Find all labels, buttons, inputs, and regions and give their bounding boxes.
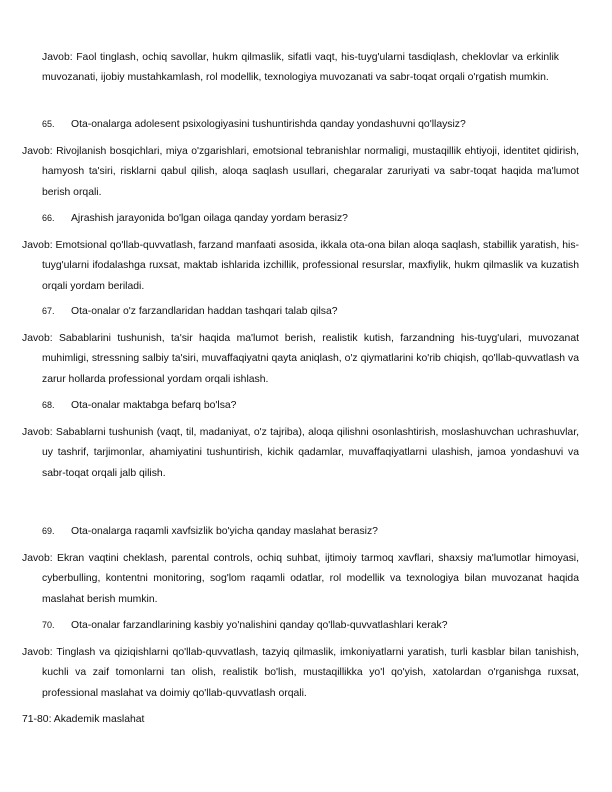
question-number: 68.: [42, 400, 55, 410]
question-number: 67.: [42, 306, 55, 316]
answer-65: Javob: Rivojlanish bosqichlari, miya o'zgarishlari, emotsional tebranishlar normaligi, mustaqillik ehtiyoji, identitet qidirish, hamyosh ta'siri, risklarni qabul qilish, aloqa saqlash usullari, chegaralar zaruriyati va sabr-toqat haqida ma'lumot berish orqali.: [22, 146, 579, 198]
question-67: [42, 304, 559, 319]
question-number: 66.: [42, 213, 55, 223]
question-text: Ota-onalar o'z farzandlaridan haddan tashqari talab qilsa?: [71, 306, 338, 317]
question-text: Ota-onalarga raqamli xavfsizlik bo'yicha qanday maslahat berasiz?: [71, 526, 378, 537]
question-70: [42, 618, 559, 633]
question-text: Ota-onalar maktabga befarq bo'lsa?: [71, 400, 237, 411]
answer-70: Javob: Tinglash va qiziqishlarni qo'llab-quvvatlash, tazyiq qilmaslik, imkoniyatlarni yaratish, turli kasblar bilan tanishish, kuchli va zaif tomonlarni tan olish, realistik bo'lish, mustaqillikka yo'l qo'yish, xatolardan o'rganishga ruxsat, professional maslahat va doimiy qo'llab-quvvatlash orqali.: [22, 647, 579, 699]
intro-answer: Javob: Faol tinglash, ochiq savollar, hukm qilmaslik, sifatli vaqt, his-tuyg'ularni tasdiqlash, cheklovlar va erkinlik muvozanati, ijobiy mustahkamlash, rol modellik, texnologiya muvozanati va sabr-toqat orqali o'rgatish mumkin.: [42, 52, 559, 84]
question-number: 65.: [42, 119, 55, 129]
answer-69: Javob: Ekran vaqtini cheklash, parental controls, ochiq suhbat, ijtimoiy tarmoq xavflari, shaxsiy ma'lumotlar himoyasi, cyberbulling, kontentni monitoring, sog'lom raqamli odatlar, rol modellik va texnologiya bilan muvozanat haqida maslahat berish mumkin.: [22, 553, 579, 605]
question-65: [42, 117, 559, 132]
answer-67: Javob: Sabablarini tushunish, ta'sir haqida ma'lumot berish, realistik kutish, farzandning his-tuyg'ulari, muvozanat muhimligi, stressning salbiy ta'siri, muvaffaqiyatni qayta aniqlash, o'z qiymatlarini ko'rib chiqish, qo'llab-quvvatlash va zarur hollarda professional yordam orqali ishlash.: [22, 333, 579, 385]
question-69: [42, 524, 559, 539]
question-text: Ota-onalarga adolesent psixologiyasini tushuntirishda qanday yondashuvni qo'llaysiz?: [71, 119, 466, 130]
answer-66: Javob: Emotsional qo'llab-quvvatlash, farzand manfaati asosida, ikkala ota-ona bilan aloqa saqlash, stabillik yaratish, his-tuyg'ularni ifodalashga ruxsat, maktab ishlarida izchillik, professional resurslar, maxfiylik, hukm qilmaslik va kuzatish orqali yordam beriladi.: [22, 240, 579, 292]
section-heading: 71-80: Akademik maslahat: [22, 714, 145, 725]
question-text: Ota-onalar farzandlarining kasbiy yo'nalishini qanday qo'llab-quvvatlashlari kerak?: [71, 620, 448, 631]
question-66: [42, 211, 559, 226]
question-text: Ajrashish jarayonida bo'lgan oilaga qanday yordam berasiz?: [71, 213, 348, 224]
question-number: 70.: [42, 620, 55, 630]
answer-68: Javob: Sabablarni tushunish (vaqt, til, madaniyat, o'z tajriba), aloqa qilishni osonlashtirish, moslashuvchan uchrashuvlar, uy tashrif, tarjimonlar, ahamiyatini tushuntirish, kichik qadamlar, muvaffaqiyatlarni ulashish, jamoa yondashuvi va sabr-toqat orqali jalb qilish.: [22, 427, 579, 479]
question-68: [42, 398, 559, 413]
question-number: 69.: [42, 526, 55, 536]
